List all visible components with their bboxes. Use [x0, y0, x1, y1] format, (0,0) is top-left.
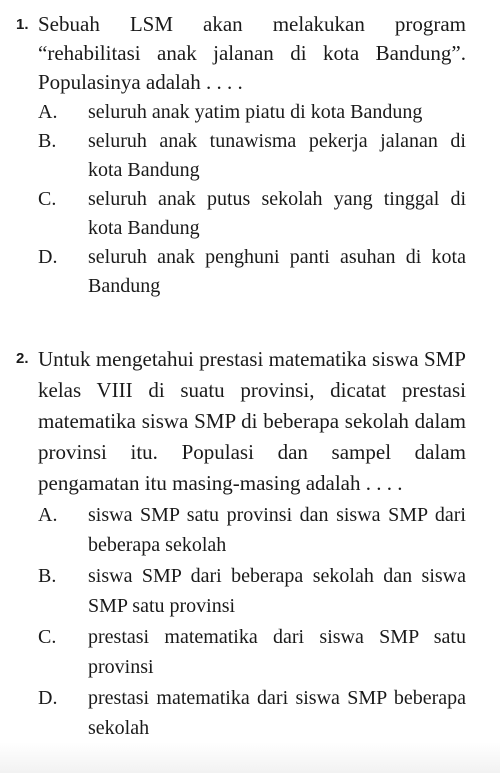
option-a — [16, 500, 466, 560]
option-text: siswa SMP dari beberapa sekolah dan siswa SMP satu provinsi — [88, 565, 466, 617]
question-number: 1. — [16, 16, 29, 33]
option-letter: A. — [38, 504, 58, 526]
option-text: prestasi matematika dari siswa SMP satu provinsi — [88, 626, 466, 678]
option-letter: B. — [38, 130, 57, 152]
option-letter: A. — [38, 101, 58, 123]
option-text: seluruh anak putus sekolah yang tinggal di kota Bandung — [88, 188, 466, 239]
question-text: Sebuah LSM akan melakukan program “rehabilitasi anak jalanan di kota Bandung”. Populasinya adalah . . . . — [38, 12, 466, 94]
option-d — [16, 243, 466, 301]
option-text: siswa SMP satu provinsi dan siswa SMP dari beberapa sekolah — [88, 504, 466, 556]
option-letter: D. — [38, 687, 58, 709]
option-letter: D. — [38, 246, 58, 268]
question-stem — [16, 344, 466, 499]
question-2 — [16, 344, 466, 744]
option-text: prestasi matematika dari siswa SMP beberapa sekolah — [88, 687, 466, 739]
option-c — [16, 185, 466, 243]
option-a — [16, 98, 466, 127]
option-b — [16, 127, 466, 185]
option-text: seluruh anak penghuni panti asuhan di kota Bandung — [88, 246, 466, 297]
option-letter: B. — [38, 565, 57, 587]
option-b — [16, 561, 466, 621]
question-1 — [16, 10, 466, 301]
option-text: seluruh anak yatim piatu di kota Bandung — [88, 101, 423, 123]
option-c — [16, 622, 466, 682]
question-text: Untuk mengetahui prestasi matematika siswa SMP kelas VIII di suatu provinsi, dicatat prestasi matematika siswa SMP di beberapa sekolah dalam provinsi itu. Populasi dan sampel dalam pengamatan itu masing-masing adalah . . . . — [38, 347, 466, 495]
option-letter: C. — [38, 188, 57, 210]
question-number: 2. — [16, 350, 29, 367]
option-letter: C. — [38, 626, 57, 648]
question-stem — [16, 10, 466, 97]
option-d — [16, 683, 466, 743]
option-list — [16, 98, 466, 301]
option-list — [16, 500, 466, 743]
option-text: seluruh anak tunawisma pekerja jalanan di kota Bandung — [88, 130, 466, 181]
